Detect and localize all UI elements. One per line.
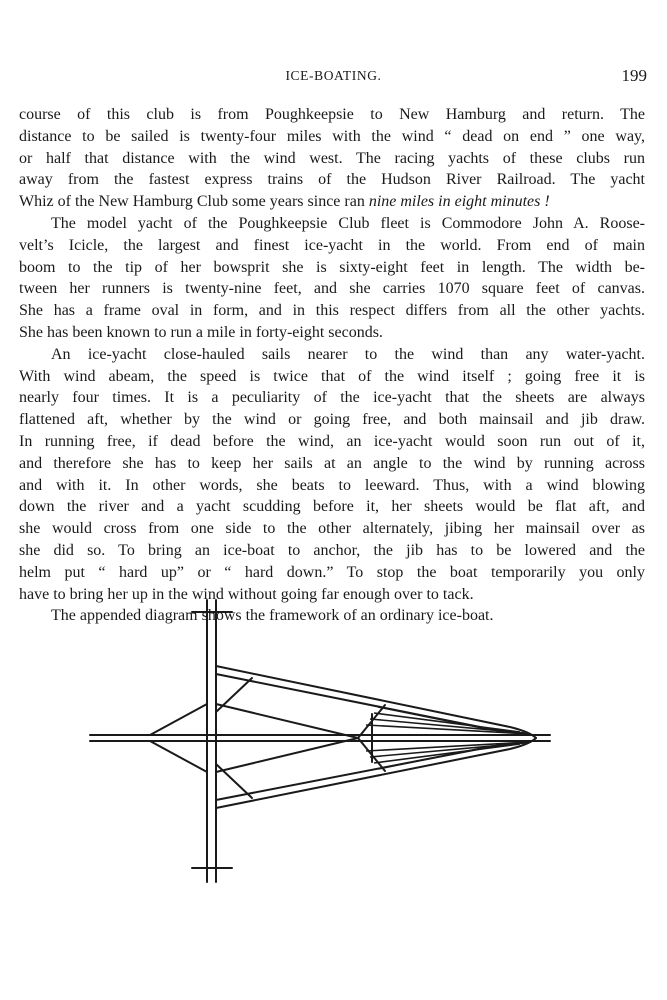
line-text: down the river and a yacht scudding before it, her sheets would be flat aft, and xyxy=(19,498,645,516)
text-line xyxy=(19,431,645,453)
line-text: helm put “ hard up” or “ hard down.” To stop the boat temporarily you only xyxy=(19,563,645,581)
line-text: course of this club is from Poughkeepsie to New Hamburg and return. The xyxy=(19,106,645,123)
line-text: With wind abeam, the speed is twice that of the wind itself ; going free it is xyxy=(19,367,645,385)
line-text: flattened aft, whether by the wind or going free, and both mainsail and jib draw. xyxy=(19,411,645,429)
rear-brace-lower xyxy=(150,741,207,772)
text-line xyxy=(19,257,645,279)
text-line xyxy=(19,496,645,518)
text-line xyxy=(19,540,645,562)
line-text: Whiz of the New Hamburg Club some years since ran xyxy=(19,193,369,211)
paragraph xyxy=(19,104,645,213)
line-text: tween her runners is twenty-nine feet, and she carries 1070 square feet of canvas. xyxy=(19,280,645,298)
line-text: and with it. In other words, she beats to leeward. Thus, with a wind blowing xyxy=(19,476,645,494)
text-line xyxy=(19,322,645,344)
text-line xyxy=(19,518,645,540)
inner-diagonal-upper xyxy=(216,704,358,738)
running-head xyxy=(0,66,667,88)
line-text: boom to the tip of her bowsprit she is sixty-eight feet in length. The width be- xyxy=(19,258,645,276)
text-line xyxy=(19,104,645,126)
text-line xyxy=(19,126,645,148)
body-text xyxy=(19,104,645,627)
text-line xyxy=(19,191,645,213)
line-text: The model yacht of the Poughkeepsie Club fleet is Commodore John A. Roose- xyxy=(51,214,645,232)
running-title: ICE-BOATING. xyxy=(285,68,382,83)
text-line xyxy=(19,278,645,300)
page-number: 199 xyxy=(621,66,647,85)
text-line xyxy=(19,148,645,170)
ice-boat-diagram xyxy=(80,592,560,890)
text-line xyxy=(19,453,645,475)
line-text: velt’s Icicle, the largest and finest ice-yacht in the world. From end of main xyxy=(19,236,645,254)
line-text: In running free, if dead before the wind, an ice-yacht would soon run out of it, xyxy=(19,432,645,450)
text-line xyxy=(19,562,645,584)
line-text: The appended diagram shows the framework of an ordinary ice-boat. xyxy=(51,607,494,625)
line-text: nearly four times. It is a peculiarity of the ice-yacht that the sheets are always xyxy=(19,389,645,407)
text-line xyxy=(19,475,645,497)
text-line xyxy=(19,409,645,431)
text-line xyxy=(19,366,645,388)
line-text: and therefore she has to keep her sails at an angle to the wind by running across xyxy=(19,454,645,472)
front-brace-lower xyxy=(216,764,252,798)
paragraph xyxy=(19,344,645,606)
line-text: she did so. To bring an ice-boat to anchor, the jib has to be lowered and the xyxy=(19,541,645,559)
text-line xyxy=(19,344,645,366)
inner-diagonal-lower xyxy=(216,738,358,772)
line-text: or half that distance with the wind west. The racing yachts of these clubs run xyxy=(19,149,645,167)
line-text: She has a frame oval in form, and in this respect differs from all the other yachts. xyxy=(19,302,645,320)
line-text: An ice-yacht close-hauled sails nearer to the wind than any water-yacht. xyxy=(51,345,645,363)
emphasis: nine miles in eight minutes ! xyxy=(368,193,550,211)
line-text: distance to be sailed is twenty-four miles with the wind “ dead on end ” one way, xyxy=(19,127,645,145)
text-line xyxy=(19,235,645,257)
front-brace-upper xyxy=(216,678,252,712)
text-line xyxy=(19,169,645,191)
line-text: have to bring her up in the wind without going far enough over to tack. xyxy=(19,585,474,603)
forward-deck-planking xyxy=(366,707,530,769)
rear-brace-upper xyxy=(150,704,207,735)
line-text: away from the fastest express trains of the Hudson River Railroad. The yacht xyxy=(19,171,645,189)
paragraph xyxy=(19,213,645,344)
line-text: She has been known to run a mile in forty-eight seconds. xyxy=(19,323,383,341)
text-line xyxy=(19,387,645,409)
line-text: she would cross from one side to the other alternately, jibing her mainsail over as xyxy=(19,520,645,538)
text-line xyxy=(19,213,645,235)
text-line xyxy=(19,300,645,322)
ice-boat-framework-drawing xyxy=(80,592,560,890)
